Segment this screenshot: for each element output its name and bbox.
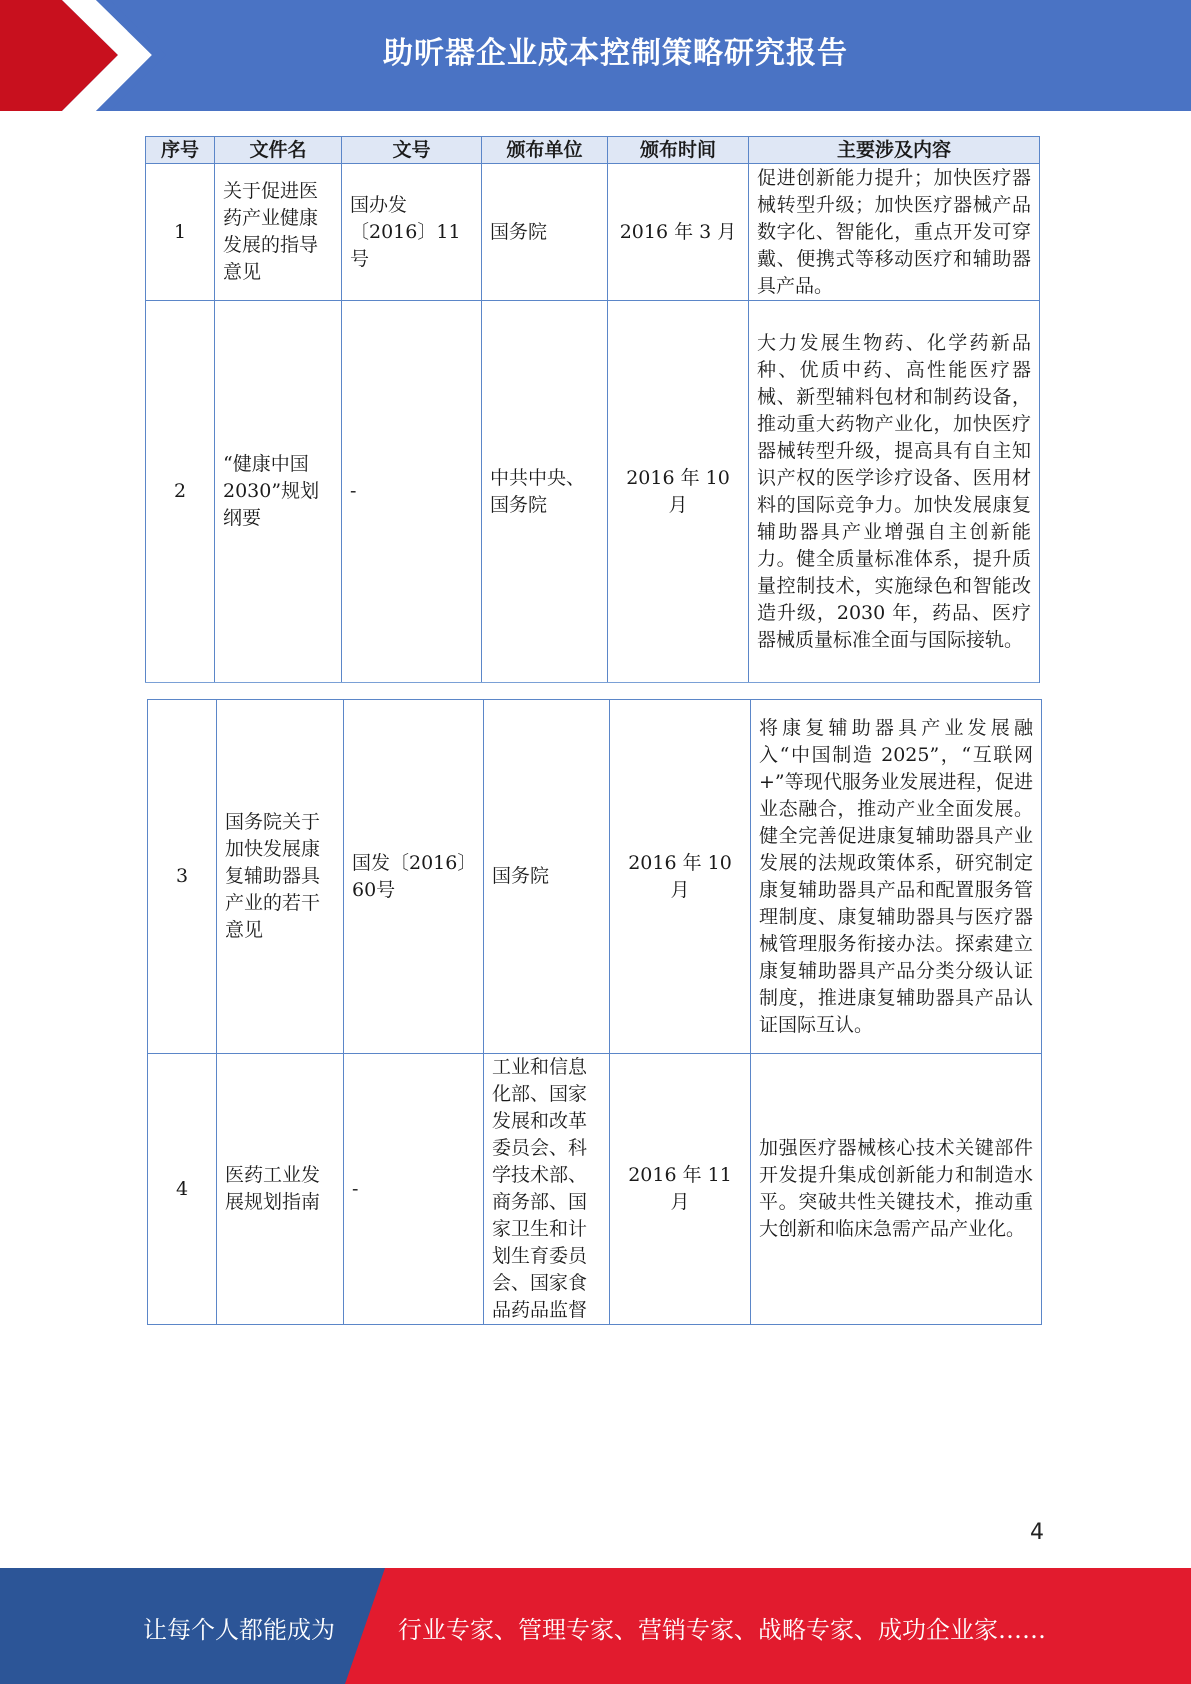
issuing-authority: 中共中央、国务院: [482, 301, 608, 683]
main-content: 将康复辅助器具产业发展融入“中国制造 2025”，“互联网+”等现代服务业发展进程，促进业态融合，推动产业全面发展。健全完善促进康复辅助器具产业发展的法规政策体系，研究制定康复辅助器具产品和配置服务管理制度、康复辅助器具与医疗器械管理服务衔接办法。探索建立康复辅助器具产品分类分级认证制度，推进康复辅助器具产品认证国际互认。: [751, 700, 1042, 1054]
page-header: [0, 0, 1191, 111]
policy-table-part-2: [147, 699, 1042, 1325]
document-name: 医药工业发展规划指南: [217, 1054, 344, 1325]
column-header: 颁布单位: [482, 137, 608, 164]
column-header: 序号: [146, 137, 215, 164]
table-row: [146, 301, 1040, 683]
row-number: 4: [148, 1054, 217, 1325]
document-number: 国发〔2016〕60号: [344, 700, 484, 1054]
issuing-authority: 国务院: [482, 164, 608, 301]
issue-date: 2016 年 10 月: [610, 700, 751, 1054]
issue-date: 2016 年 11 月: [610, 1054, 751, 1325]
document-name: “健康中国2030”规划纲要: [215, 301, 342, 683]
issuing-authority: 工业和信息化部、国家发展和改革委员会、科学技术部、商务部、国家卫生和计划生育委员会、国家食品药品监督: [484, 1054, 610, 1325]
main-content: 加强医疗器械核心技术关键部件开发提升集成创新能力和制造水平。突破共性关键技术，推动重大创新和临床急需产品产业化。: [751, 1054, 1042, 1325]
table-row: [148, 1054, 1042, 1325]
row-number: 3: [148, 700, 217, 1054]
page-footer: [0, 1568, 1191, 1684]
row-number: 2: [146, 301, 215, 683]
main-content: 促进创新能力提升；加快医疗器械转型升级；加快医疗器械产品数字化、智能化，重点开发可穿戴、便携式等移动医疗和辅助器具产品。: [749, 164, 1040, 301]
issue-date: 2016 年 10 月: [608, 301, 749, 683]
table-row: [146, 164, 1040, 301]
main-content: 大力发展生物药、化学药新品种、优质中药、高性能医疗器械、新型辅料包材和制药设备，推动重大药物产业化，加快医疗器械转型升级，提高具有自主知识产权的医学诊疗设备、医用材料的国际竞争力。加快发展康复辅助器具产业增强自主创新能力。健全质量标准体系，提升质量控制技术，实施绿色和智能改造升级，2030 年，药品、医疗器械质量标准全面与国际接轨。: [749, 301, 1040, 683]
column-header: 颁布时间: [608, 137, 749, 164]
document-number: -: [344, 1054, 484, 1325]
column-header: 文号: [342, 137, 482, 164]
report-title: 助听器企业成本控制策略研究报告: [383, 36, 848, 71]
document-number: 国办发〔2016〕11号: [342, 164, 482, 301]
document-name: 国务院关于加快发展康复辅助器具产业的若干意见: [217, 700, 344, 1054]
document-name: 关于促进医药产业健康发展的指导意见: [215, 164, 342, 301]
table-row: [148, 700, 1042, 1054]
column-header: 主要涉及内容: [749, 137, 1040, 164]
issue-date: 2016 年 3 月: [608, 164, 749, 301]
page-number: 4: [1030, 1520, 1044, 1545]
footer-slogan-right: 行业专家、管理专家、营销专家、战略专家、成功企业家……: [398, 1616, 1046, 1644]
footer-slogan-left: 让每个人都能成为: [143, 1616, 335, 1644]
row-number: 1: [146, 164, 215, 301]
document-number: -: [342, 301, 482, 683]
policy-table-part-1: [145, 136, 1040, 683]
table-header-row: [146, 137, 1040, 164]
page-cut-line: [145, 682, 1039, 683]
column-header: 文件名: [215, 137, 342, 164]
issuing-authority: 国务院: [484, 700, 610, 1054]
